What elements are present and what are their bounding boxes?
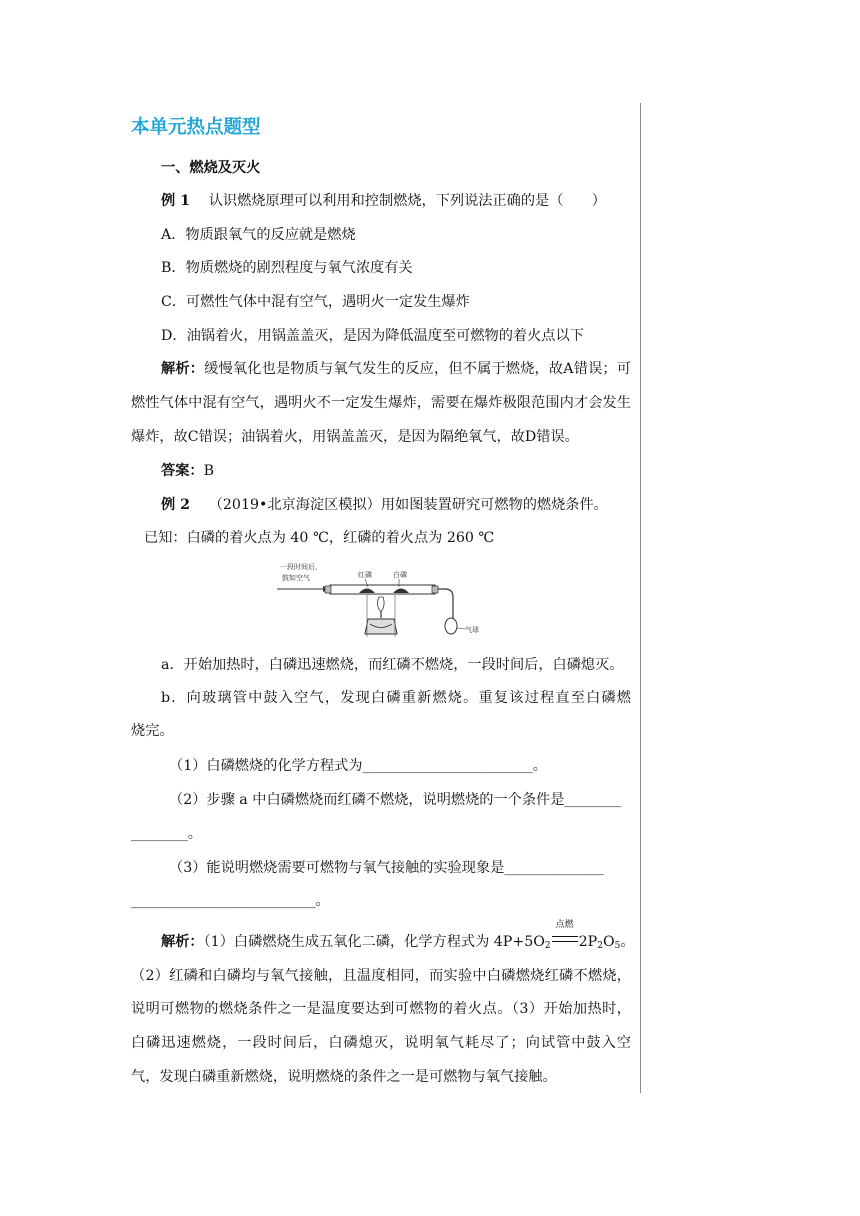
subsection-heading: 一、燃烧及灭火 [161, 160, 261, 176]
balloon-icon [445, 618, 457, 634]
figure-label-white: 白磷 [393, 571, 407, 579]
reaction-condition: 点燃 [551, 932, 579, 952]
example2-step-b: b．向玻璃管中鼓入空气，发现白磷重新燃烧。重复该过程直至白磷燃 [161, 690, 631, 706]
example2-analysis-line-5: 气，发现白磷重新燃烧，说明燃烧的条件之一是可燃物与氧气接触。 [131, 1069, 557, 1085]
example2-step-b-cont: 烧完。 [131, 723, 174, 739]
example2-analysis-line-2: （2）红磷和白磷均与氧气接触，且温度相同，而实验中白磷燃烧红磷不燃烧， [131, 968, 631, 984]
example1-analysis-line-1: 解析：缓慢氧化也是物质与氧气发生的反应，但不属于燃烧，故A错误；可 [161, 361, 631, 377]
page-margin-rule [640, 103, 641, 1093]
figure-arrow-text-1: 一段时间后， [280, 563, 322, 571]
example1-option-d: D．油锅着火，用锅盖盖灭，是因为降低温度至可燃物的着火点以下 [161, 328, 584, 344]
example1-analysis-label: 解析： [161, 361, 205, 377]
example1-option-b: B．物质燃烧的剧烈程度与氧气浓度有关 [161, 260, 413, 276]
example1-option-c: C．可燃性气体中混有空气，遇明火一定发生爆炸 [161, 294, 470, 310]
example2-known: 已知：白磷的着火点为 40 ℃，红磷的着火点为 260 ℃ [144, 530, 495, 546]
glass-tube [325, 585, 438, 594]
example1-answer-value: B [203, 463, 215, 479]
figure-label-balloon: 气球 [465, 626, 479, 634]
example2-analysis-label: 解析： [161, 934, 204, 950]
arrow-icon [277, 586, 329, 592]
figure-label-red: 红磷 [358, 571, 372, 579]
example2-question-text: （2019•北京海淀区模拟）用如图装置研究可燃物的燃烧条件。 [208, 497, 608, 513]
alcohol-lamp-icon [365, 597, 397, 634]
example1-question-text: 认识燃烧原理可以利用和控制燃烧，下列说法正确的是（ ） [208, 193, 606, 209]
example1-label: 例 1 [161, 193, 190, 209]
example2-q3-line1: （3）能说明燃烧需要可燃物与氧气接触的实验现象是______________ [169, 860, 604, 876]
example2-analysis-line-1: 解析：（1）白磷燃烧生成五氧化二磷，化学方程式为 $4P+5O_2$ 点燃 $2P_2O_5$。 [161, 920, 635, 951]
example2-q2-line2: ________。 [131, 826, 202, 842]
example2-step-a: a．开始加热时，白磷迅速燃烧，而红磷不燃烧，一段时间后，白磷熄灭。 [161, 657, 624, 673]
example2-analysis-line-4: 白磷迅速燃烧，一段时间后，白磷熄灭，说明氧气耗尽了；向试管中鼓入空 [131, 1035, 631, 1051]
white-phosphorus-sample [393, 589, 409, 594]
figure-arrow-text-2: 鼓如空气 [282, 574, 310, 582]
example1-answer [161, 461, 214, 481]
example2-label: 例 2 [161, 497, 190, 513]
connecting-tube [438, 589, 453, 619]
example2-q3-line2: __________________________。 [131, 893, 330, 909]
example2-q1: （1）白磷燃烧的化学方程式为________________________。 [169, 758, 547, 774]
section-title: 本单元热点题型 [131, 117, 261, 138]
red-phosphorus-sample [359, 589, 375, 594]
example1-option-a: A．物质跟氧气的反应就是燃烧 [161, 227, 356, 243]
apparatus-figure [275, 557, 479, 639]
example1-analysis-line-2: 燃性气体中混有空气，遇明火不一定发生爆炸，需要在爆炸极限范围内才会发生 [131, 395, 631, 411]
example1-answer-label: 答案： [161, 463, 204, 479]
example2-q2-line1: （2）步骤 a 中白磷燃烧而红磷不燃烧，说明燃烧的一个条件是________ [169, 792, 622, 808]
equals-sign-icon [552, 936, 578, 942]
example1-analysis-line-3: 爆炸，故C错误；油锅着火，用锅盖盖灭，是因为隔绝氧气，故D错误。 [131, 429, 579, 445]
example1-question [161, 191, 606, 211]
apparatus-diagram [275, 557, 479, 639]
example2-question [161, 495, 608, 515]
example2-analysis-line-3: 说明可燃物的燃烧条件之一是温度要达到可燃物的着火点。（3）开始加热时， [131, 1001, 631, 1017]
